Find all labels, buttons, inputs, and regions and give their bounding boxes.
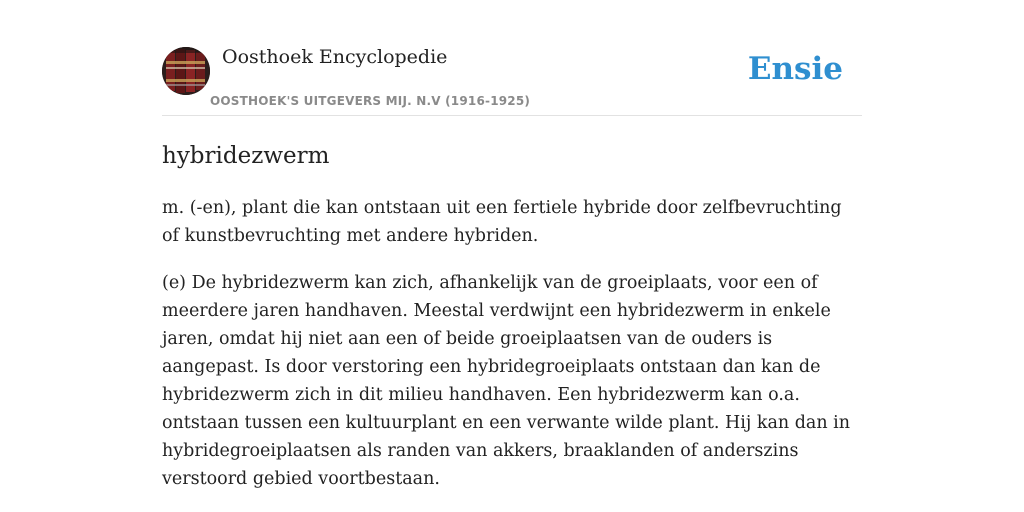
source-title[interactable]: Oosthoek Encyclopedie: [222, 46, 448, 68]
source-header: [162, 40, 862, 116]
ensie-logo-link[interactable]: Ensie: [747, 51, 843, 87]
entry-definition: m. (-en), plant die kan ontstaan uit een fertiele hybride door zelfbevruchting of kunstbevruchting met andere hybriden.: [162, 198, 842, 246]
book-spines-icon[interactable]: [162, 47, 210, 95]
entry-title: hybridezwerm: [162, 143, 330, 169]
entry-explanation: (e) De hybridezwerm kan zich, afhankelijk van de groeiplaats, voor een of meerdere jaren handhaven. Meestal verdwijnt een hybridezwerm in enkele jaren, omdat hij niet aan een of beide groeiplaatsen van de ouders is aangepast. Is door verstoring een hybridegroeiplaats ontstaan dan kan de hybridezwerm zich in dit milieu handhaven. Een hybridezwerm kan o.a. ontstaan tussen een kultuurplant en een verwante wilde plant. Hij kan dan in hybridegroeiplaatsen als randen van akkers, braaklanden of anderszins verstoord gebied voortbestaan.: [162, 273, 851, 489]
entry-card: [162, 40, 862, 493]
source-subtitle: OOSTHOEK'S UITGEVERS MIJ. N.V (1916-1925): [210, 94, 531, 108]
